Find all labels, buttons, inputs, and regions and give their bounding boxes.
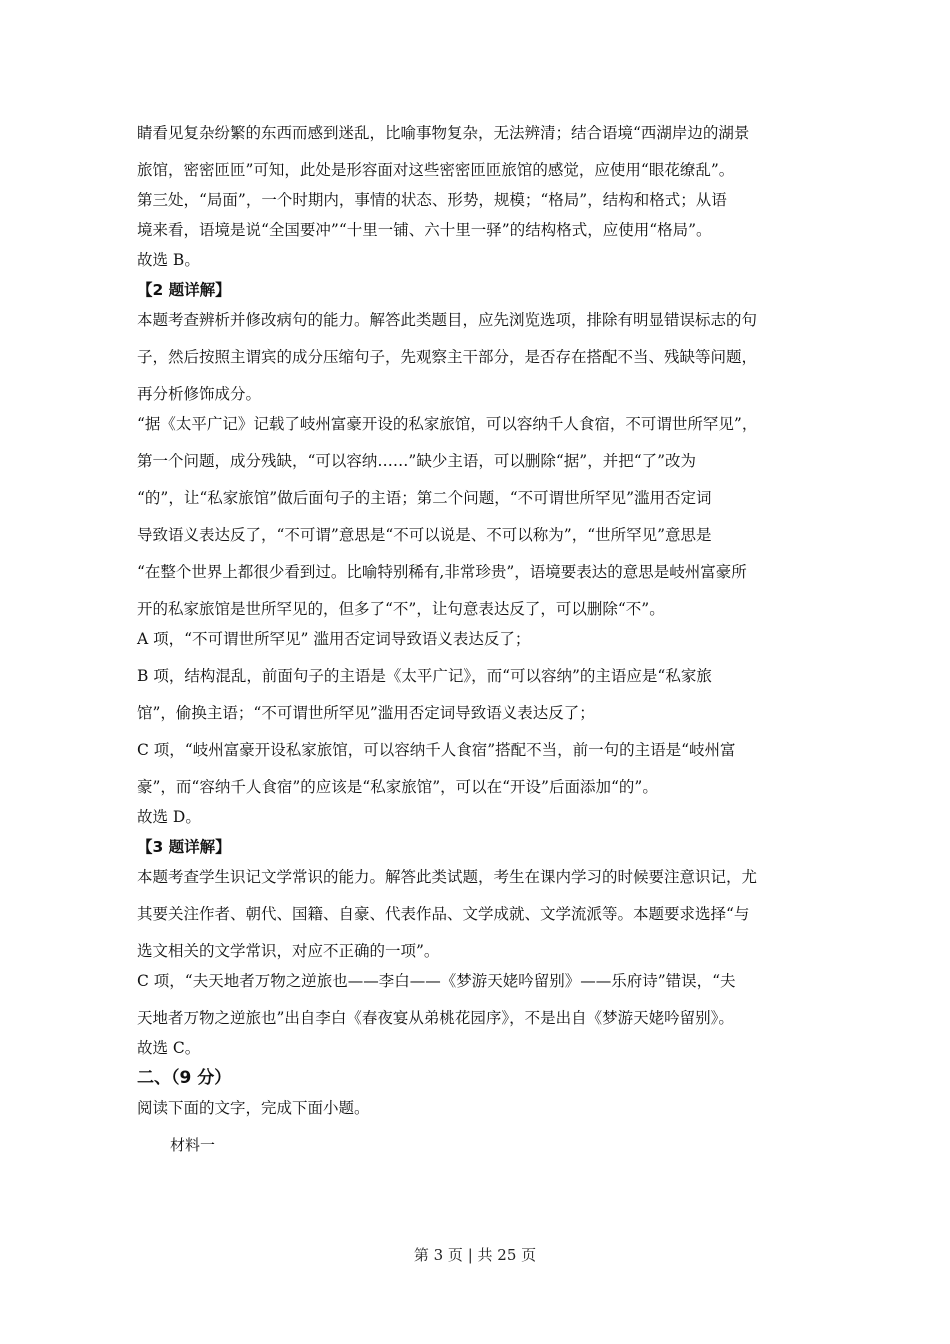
text-line: B 项，结构混乱，前面句子的主语是《太平广记》，而“可以容纳”的主语应是“私家旅	[137, 667, 712, 685]
text-line: 馆”，偷换主语；“不可谓世所罕见”滥用否定词导致语义表达反了；	[137, 704, 595, 722]
text-line: 导致语义表达反了，“不可谓”意思是“不可以说是、不可以称为”，“世所罕见”意思是	[137, 526, 712, 544]
text-line: “的”，让“私家旅馆”做后面句子的主语；第二个问题，“不可谓世所罕见”滥用否定词	[137, 489, 712, 507]
part-heading: 二、（9 分）	[137, 1068, 232, 1088]
text-line: 本题考查学生识记文学常识的能力。解答此类试题，考生在课内学习的时候要注意识记，尤	[137, 868, 758, 886]
text-line: “在整个世界上都很少看到过。比喻特别稀有,非常珍贵”，语境要表达的意思是岐州富豪所	[137, 563, 747, 581]
text-line: 天地者万物之逆旅也”出自李白《春夜宴从弟桃花园序》，不是出自《梦游天姥吟留别》。	[137, 1009, 734, 1027]
text-line: 选文相关的文学常识，对应不正确的一项”。	[137, 942, 440, 960]
material-label: 材料一	[170, 1136, 216, 1154]
text-line: 故选 C。	[137, 1039, 201, 1057]
text-line: C 项，“夫天地者万物之逆旅也——李白——《梦游天姥吟留别》——乐府诗”错误，“夫	[137, 972, 736, 990]
text-line: 豪”，而“容纳千人食宿”的应该是“私家旅馆”，可以在“开设”后面添加“的”。	[137, 778, 658, 796]
text-line: 旅馆，密密匝匝”可知，此处是形容面对这些密密匝匝旅馆的感觉，应使用“眼花缭乱”。	[137, 161, 735, 179]
text-line: 其要关注作者、朝代、国籍、自豪、代表作品、文学成就、文学流派等。本题要求选择“与	[137, 905, 750, 923]
text-line: 阅读下面的文字，完成下面小题。	[137, 1099, 370, 1117]
page-footer: 第 3 页 | 共 25 页	[413, 1246, 537, 1264]
section-heading: 【2 题详解】	[137, 281, 231, 299]
text-line: A 项，“不可谓世所罕见” 滥用否定词导致语义表达反了；	[137, 630, 531, 648]
text-line: 本题考查辨析并修改病句的能力。解答此类题目，应先浏览选项，排除有明显错误标志的句	[137, 311, 758, 329]
text-line: 再分析修饰成分。	[137, 385, 262, 403]
document-body	[137, 121, 817, 1157]
text-line: 第三处，“局面”，一个时期内，事情的状态、形势，规模；“格局”，结构和格式；从语	[137, 191, 727, 209]
text-line: 故选 B。	[137, 251, 200, 269]
section-heading: 【3 题详解】	[137, 838, 231, 856]
text-line: “据《太平广记》记载了岐州富豪开设的私家旅馆，可以容纳千人食宿，不可谓世所罕见”，	[137, 415, 758, 433]
text-line: 故选 D。	[137, 808, 201, 826]
text-line: 睛看见复杂纷繁的东西而感到迷乱，比喻事物复杂，无法辨清；结合语境“西湖岸边的湖景	[137, 124, 750, 142]
text-line: 境来看，语境是说“全国要冲”“十里一铺、六十里一驿”的结构格式，应使用“格局”。	[137, 221, 712, 239]
text-line: 子，然后按照主谓宾的成分压缩句子，先观察主干部分，是否存在搭配不当、残缺等问题，	[137, 348, 758, 366]
text-line: 开的私家旅馆是世所罕见的，但多了“不”，让句意表达反了，可以删除“不”。	[137, 600, 665, 618]
text-line: 第一个问题，成分残缺，“可以容纳……”缺少主语，可以删除“据”，并把“了”改为	[137, 452, 697, 470]
text-line: C 项，“岐州富豪开设私家旅馆，可以容纳千人食宿”搭配不当，前一句的主语是“岐州富	[137, 741, 736, 759]
